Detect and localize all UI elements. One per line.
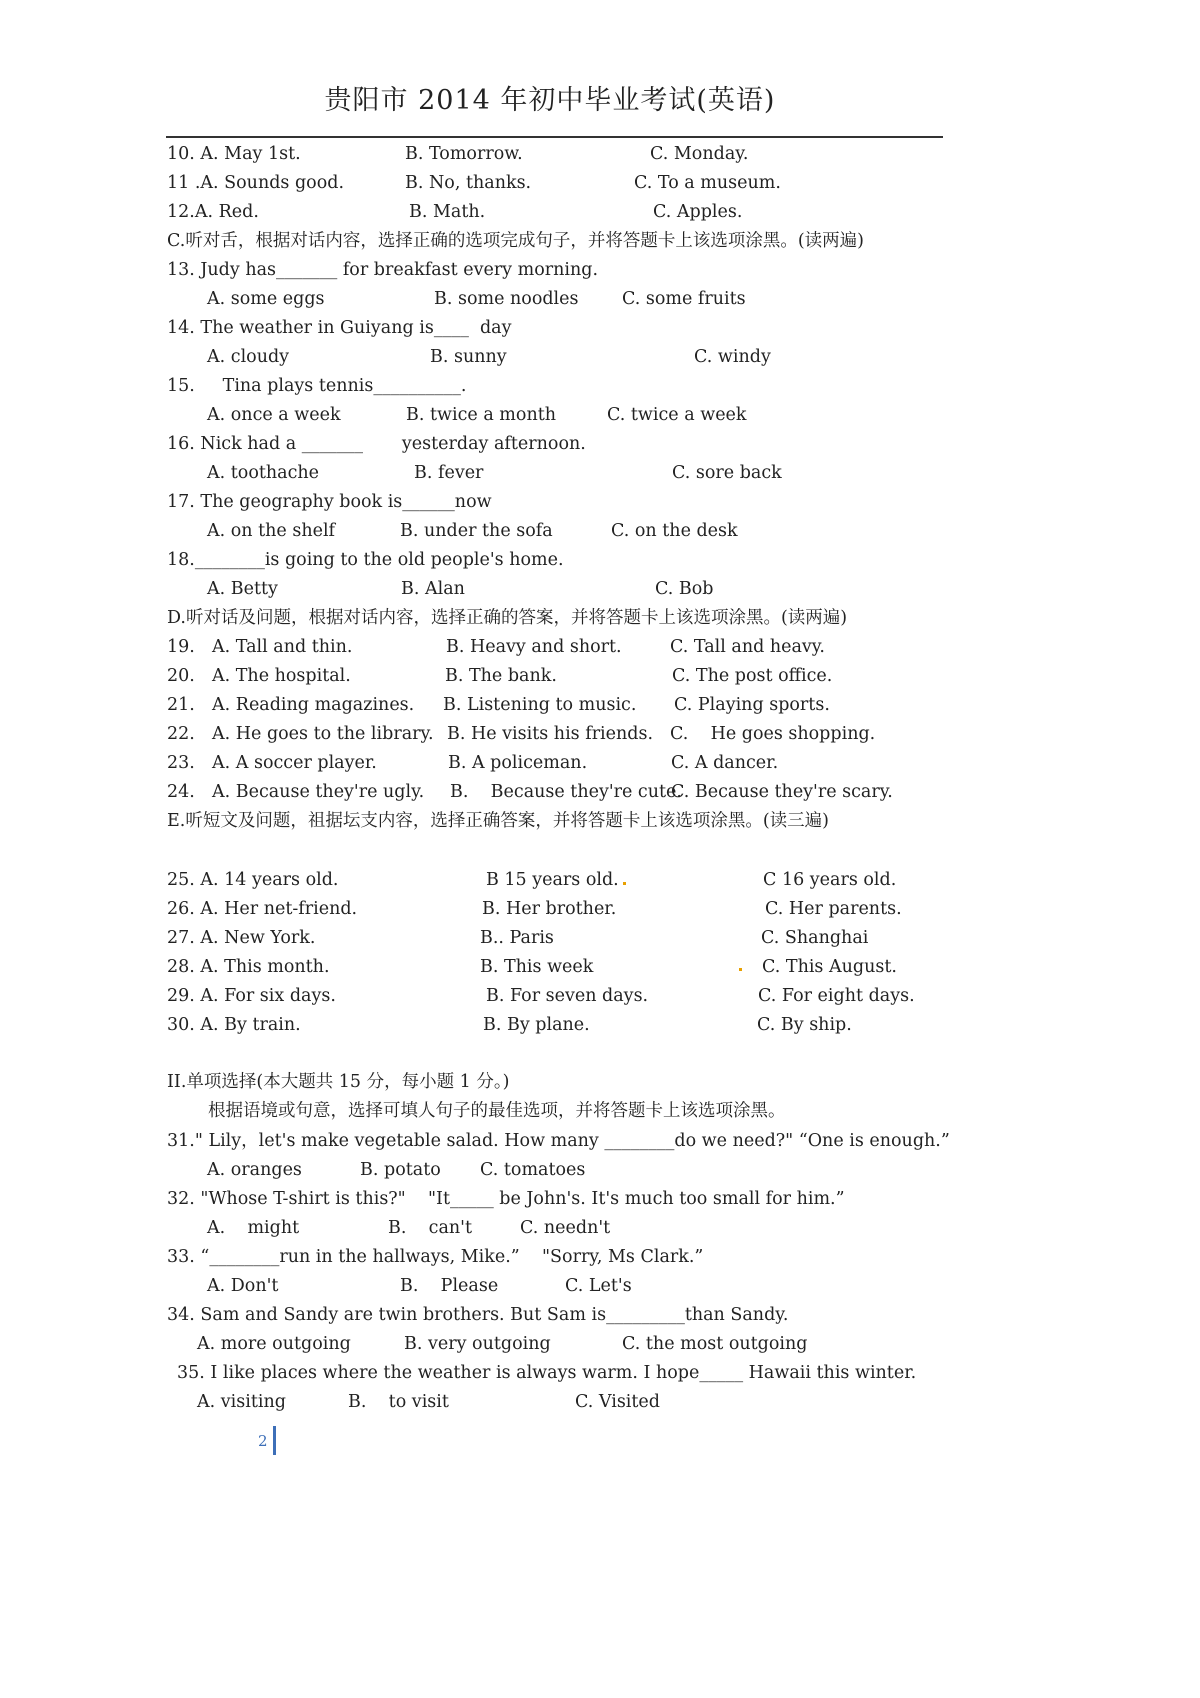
- section-e-heading: E.听短文及问题，祖据坛支内容，选择正确答案，并将答题卡上该选项涂黑。(读三遍): [167, 811, 829, 831]
- q14-option-b: B. sunny: [430, 347, 507, 367]
- q12-option-c: C. Apples.: [653, 202, 743, 222]
- q15-stem: 15. Tina plays tennis__________.: [167, 376, 467, 396]
- q23-number: 23.: [167, 753, 195, 773]
- q21-number: 21.: [167, 695, 195, 715]
- q35-option-c: C. Visited: [575, 1392, 660, 1412]
- q32-option-c: C. needn't: [520, 1218, 611, 1238]
- q26-option-a: 26. A. Her net-friend.: [167, 899, 358, 919]
- q25-option-a: 25. A. 14 years old.: [167, 870, 339, 890]
- section-d-heading: D.听对话及问题，根据对话内容，选择正确的答案，并将答题卡上该选项涂黑。(读两遍): [167, 608, 848, 628]
- title-divider: [166, 136, 943, 138]
- q12-option-b: B. Math.: [409, 202, 486, 222]
- q14-stem: 14. The weather in Guiyang is____ day: [167, 318, 512, 338]
- page-number-bar: [273, 1426, 276, 1455]
- q28-option-c: C. This August.: [762, 957, 897, 977]
- q17-option-b: B. under the sofa: [400, 521, 553, 541]
- q24-option-a: A. Because they're ugly.: [212, 782, 425, 802]
- q22-option-a: A. He goes to the library.: [212, 724, 434, 744]
- q16-stem: 16. Nick had a _______ yesterday afternoon.: [167, 434, 586, 454]
- q24-option-c: C. Because they're scary.: [671, 782, 893, 802]
- q15-option-c: C. twice a week: [607, 405, 747, 425]
- section-ii-instructions: 根据语境或句意，选择可填人句子的最佳选项，并将答题卡上该选项涂黑。: [208, 1101, 786, 1121]
- q17-option-c: C. on the desk: [611, 521, 738, 541]
- q22-number: 22.: [167, 724, 195, 744]
- q11-option-a: 11 .A. Sounds good.: [167, 173, 345, 193]
- q16-option-a: A. toothache: [207, 463, 320, 483]
- q34-stem: 34. Sam and Sandy are twin brothers. But Sam is_________than Sandy.: [167, 1305, 789, 1325]
- q10-option-b: B. Tomorrow.: [405, 144, 523, 164]
- q30-option-a: 30. A. By train.: [167, 1015, 301, 1035]
- q10-option-a: 10. A. May 1st.: [167, 144, 301, 164]
- q31-stem: 31." Lily，let's make vegetable salad. How many ________do we need?" “One is enough.”: [167, 1131, 950, 1151]
- q27-option-b: B.. Paris: [480, 928, 554, 948]
- q10-option-c: C. Monday.: [650, 144, 749, 164]
- q26-option-b: B. Her brother.: [482, 899, 617, 919]
- q29-option-a: 29. A. For six days.: [167, 986, 336, 1006]
- q15-option-b: B. twice a month: [406, 405, 557, 425]
- q33-option-a: A. Don't: [207, 1276, 279, 1296]
- q34-option-b: B. very outgoing: [404, 1334, 551, 1354]
- q33-option-c: C. Let's: [565, 1276, 632, 1296]
- q24-number: 24.: [167, 782, 195, 802]
- q20-number: 20.: [167, 666, 195, 686]
- q18-option-c: C. Bob: [655, 579, 714, 599]
- q11-option-b: B. No, thanks.: [405, 173, 532, 193]
- stray-mark: [623, 882, 626, 885]
- q32-stem: 32. "Whose T-shirt is this?" "It_____ be John's. It's much too small for him.”: [167, 1189, 845, 1209]
- q28-option-a: 28. A. This month.: [167, 957, 330, 977]
- q20-option-c: C. The post office.: [672, 666, 833, 686]
- q27-option-c: C. Shanghai: [761, 928, 869, 948]
- q27-option-a: 27. A. New York.: [167, 928, 316, 948]
- q35-option-b: B. to visit: [348, 1392, 449, 1412]
- q13-option-b: B. some noodles: [434, 289, 579, 309]
- q33-stem: 33. “________run in the hallways, Mike.” "Sorry, Ms Clark.”: [167, 1247, 704, 1267]
- q32-option-b: B. can't: [388, 1218, 473, 1238]
- q18-stem: 18.________is going to the old people's home.: [167, 550, 564, 570]
- stray-mark: [739, 968, 742, 971]
- q19-option-a: A. Tall and thin.: [212, 637, 353, 657]
- q34-option-a: A. more outgoing: [197, 1334, 351, 1354]
- q17-option-a: A. on the shelf: [207, 521, 336, 541]
- q19-number: 19.: [167, 637, 195, 657]
- q12-option-a: 12.A. Red.: [167, 202, 259, 222]
- q20-option-b: B. The bank.: [445, 666, 557, 686]
- q35-stem: 35. I like places where the weather is always warm. I hope_____ Hawaii this winter.: [177, 1363, 917, 1383]
- q31-option-c: C. tomatoes: [480, 1160, 586, 1180]
- q17-stem: 17. The geography book is______now: [167, 492, 492, 512]
- q21-option-c: C. Playing sports.: [674, 695, 830, 715]
- q35-option-a: A. visiting: [197, 1392, 286, 1412]
- q34-option-c: C. the most outgoing: [622, 1334, 808, 1354]
- q31-option-b: B. potato: [360, 1160, 441, 1180]
- page-number: 2: [258, 1432, 268, 1450]
- q25-option-c: C 16 years old.: [763, 870, 897, 890]
- q14-option-c: C. windy: [694, 347, 771, 367]
- q23-option-b: B. A policeman.: [448, 753, 588, 773]
- q30-option-b: B. By plane.: [483, 1015, 590, 1035]
- q32-option-a: A. might: [207, 1218, 300, 1238]
- q14-option-a: A. cloudy: [207, 347, 290, 367]
- q22-option-c: C. He goes shopping.: [670, 724, 876, 744]
- q13-stem: 13. Judy has_______ for breakfast every morning.: [167, 260, 599, 280]
- q26-option-c: C. Her parents.: [765, 899, 902, 919]
- q25-option-b: B 15 years old.: [486, 870, 619, 890]
- q16-option-c: C. sore back: [672, 463, 782, 483]
- q20-option-a: A. The hospital.: [212, 666, 351, 686]
- q18-option-a: A. Betty: [207, 579, 278, 599]
- q21-option-b: B. Listening to music.: [443, 695, 637, 715]
- q18-option-b: B. Alan: [401, 579, 465, 599]
- q31-option-a: A. oranges: [207, 1160, 302, 1180]
- page-title: 贵阳市 2014 年初中毕业考试(英语): [324, 85, 776, 116]
- q23-option-c: C. A dancer.: [671, 753, 779, 773]
- q24-option-b: B. Because they're cute.: [450, 782, 682, 802]
- q30-option-c: C. By ship.: [757, 1015, 852, 1035]
- q15-option-a: A. once a week: [207, 405, 341, 425]
- q19-option-b: B. Heavy and short.: [446, 637, 622, 657]
- section-ii-heading: II.单项选择(本大题共 15 分，每小题 1 分。): [167, 1072, 510, 1092]
- q33-option-b: B. Please: [400, 1276, 499, 1296]
- q28-option-b: B. This week: [480, 957, 594, 977]
- q19-option-c: C. Tall and heavy.: [670, 637, 825, 657]
- q22-option-b: B. He visits his friends.: [447, 724, 654, 744]
- section-c-heading: C.听对舌，根据对话内容，选择正确的选项完成句子，并将答题卡上该选项涂黑。(读两遍): [167, 231, 864, 251]
- q16-option-b: B. fever: [414, 463, 484, 483]
- q13-option-c: C. some fruits: [622, 289, 746, 309]
- q29-option-b: B. For seven days.: [486, 986, 649, 1006]
- q23-option-a: A. A soccer player.: [212, 753, 377, 773]
- q21-option-a: A. Reading magazines.: [212, 695, 415, 715]
- q13-option-a: A. some eggs: [207, 289, 325, 309]
- q29-option-c: C. For eight days.: [758, 986, 915, 1006]
- q11-option-c: C. To a museum.: [634, 173, 781, 193]
